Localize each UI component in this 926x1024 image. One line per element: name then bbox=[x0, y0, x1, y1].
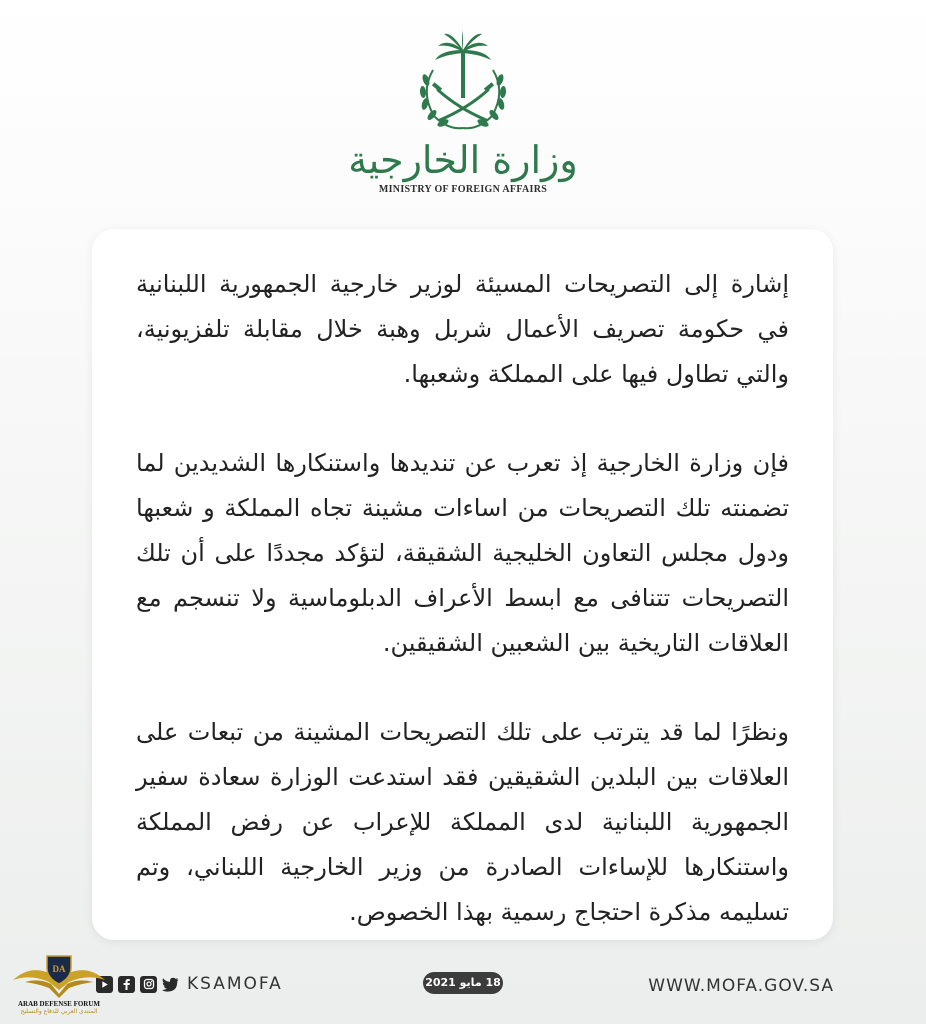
statement-paragraph: فإن وزارة الخارجية إذ تعرب عن تنديدها واستنكارها الشديدين لما تضمنته تلك التصريحات من اساءات مشينة تجاه المملكة و شعبها ودول مجلس التعاون الخليجية الشقيقة، لتؤكد مجددًا على أن تلك التصريحات تتنافى مع ابسط الأعراف الدبلوماسية ولا تنسجم مع العلاقات التاريخية بين الشعبين الشقيقين. bbox=[136, 449, 789, 657]
statement-card bbox=[92, 229, 833, 940]
website-link[interactable]: WWW.MOFA.GOV.SA bbox=[648, 976, 834, 996]
statement-paragraph: إشارة إلى التصريحات المسيئة لوزير خارجية الجمهورية اللبنانية في حكومة تصريف الأعمال شربل وهبة خلال مقابلة تلفزيونية، والتي تطاول فيها على المملكة وشعبها. bbox=[136, 270, 789, 388]
forum-logo-icon bbox=[11, 950, 107, 998]
date-badge: 18 مايو 2021 bbox=[423, 972, 503, 994]
facebook-icon[interactable] bbox=[118, 976, 135, 993]
footer bbox=[0, 968, 926, 1008]
instagram-icon[interactable] bbox=[140, 976, 157, 993]
forum-subtitle: المنتدى العربي للدفاع والتسليح bbox=[20, 1008, 98, 1015]
forum-watermark bbox=[4, 950, 114, 1024]
ministry-header bbox=[0, 30, 926, 195]
social-handle[interactable]: KSAMOFA bbox=[187, 974, 283, 994]
ministry-name-english: MINISTRY OF FOREIGN AFFAIRS bbox=[378, 184, 548, 195]
social-links bbox=[96, 974, 283, 994]
ministry-name-arabic: وزارة الخارجية bbox=[348, 138, 578, 182]
saudi-emblem-icon bbox=[408, 30, 518, 136]
forum-title: ARAB DEFENSE FORUM bbox=[17, 1000, 101, 1008]
svg-text:DA: DA bbox=[52, 964, 66, 974]
twitter-icon[interactable] bbox=[162, 976, 179, 993]
statement-paragraph: ونظرًا لما قد يترتب على تلك التصريحات المشينة من تبعات على العلاقات بين البلدين الشقيقين فقد استدعت الوزارة سعادة سفير الجمهورية اللبنانية لدى المملكة للإعراب عن رفض المملكة واستنكارها للإساءات الصادرة من وزير الخارجية اللبناني، وتم تسليمه مذكرة احتجاج رسمية بهذا الخصوص. bbox=[136, 718, 789, 926]
